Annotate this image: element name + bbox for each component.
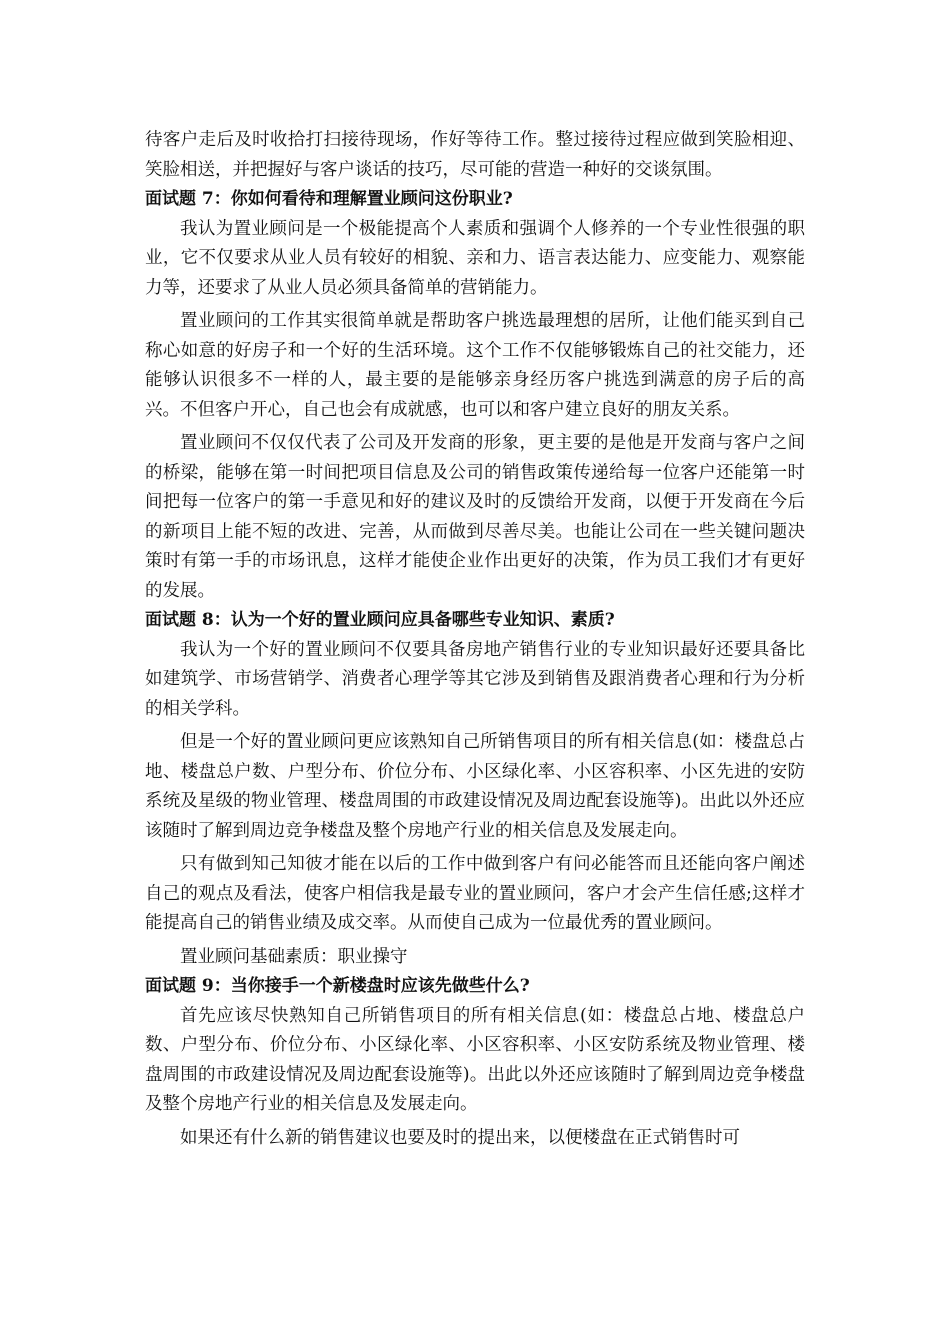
body-paragraph: 置业顾问基础素质：职业操守 <box>180 946 408 967</box>
body-paragraph: 我认为置业顾问是一个极能提高个人素质和强调个人修养的一个专业性很强的职业，它不仅要求从业人员有较好的相貌、亲和力、语言表达能力、应变能力、观察能力等，还要求了从业人员必须具备简单的营销能力。 <box>145 218 805 298</box>
section-heading: 面试题 9：当你接手一个新楼盘时应该先做些什么? <box>145 976 530 996</box>
body-paragraph: 待客户走后及时收拾打扫接待现场，作好等待工作。整过接待过程应做到笑脸相迎、笑脸相送，并把握好与客户谈话的技巧，尽可能的营造一种好的交谈氛围。 <box>145 130 805 180</box>
section-heading: 面试题 7：你如何看待和理解置业顾问这份职业? <box>145 189 513 209</box>
body-paragraph: 只有做到知己知彼才能在以后的工作中做到客户有问必能答而且还能向客户阐述自己的观点及看法，使客户相信我是最专业的置业顾问，客户才会产生信任感;这样才能提高自己的销售业绩及成交率。从而使自己成为一位最优秀的置业顾问。 <box>145 854 805 933</box>
body-paragraph: 我认为一个好的置业顾问不仅要具备房地产销售行业的专业知识最好还要具备比如建筑学、市场营销学、消费者心理学等其它涉及到销售及跟消费者心理和行为分析的相关学科。 <box>145 639 805 719</box>
body-paragraph: 如果还有什么新的销售建议也要及时的提出来，以便楼盘在正式销售时可 <box>180 1127 740 1148</box>
body-paragraph: 首先应该尽快熟知自己所销售项目的所有相关信息(如：楼盘总占地、楼盘总户数、户型分布、价位分布、小区绿化率、小区容积率、小区安防系统及物业管理、楼盘周围的市政建设情况及周边配套设施等)。出此以外还应该随时了解到周边竞争楼盘及整个房地产行业的相关信息及发展走向。 <box>145 1005 805 1114</box>
body-paragraph: 置业顾问的工作其实很简单就是帮助客户挑选最理想的居所，让他们能买到自己称心如意的好房子和一个好的生活环境。这个工作不仅能够锻炼自己的社交能力，还能够认识很多不一样的人，最主要的是能够亲身经历客户挑选到满意的房子后的高兴。不但客户开心，自己也会有成就感，也可以和客户建立良好的朋友关系。 <box>145 311 805 420</box>
section-heading: 面试题 8：认为一个好的置业顾问应具备哪些专业知识、素质? <box>145 610 615 630</box>
body-paragraph: 但是一个好的置业顾问更应该熟知自己所销售项目的所有相关信息(如：楼盘总占地、楼盘总户数、户型分布、价位分布、小区绿化率、小区容积率、小区先进的安防系统及星级的物业管理、楼盘周围的市政建设情况及周边配套设施等)。出此以外还应该随时了解到周边竞争楼盘及整个房地产行业的相关信息及发展走向。 <box>145 732 805 841</box>
document-page <box>145 126 805 1153</box>
body-paragraph: 置业顾问不仅仅代表了公司及开发商的形象，更主要的是他是开发商与客户之间的桥梁，能够在第一时间把项目信息及公司的销售政策传递给每一位客户还能第一时间把每一位客户的第一手意见和好的建议及时的反馈给开发商，以便于开发商在今后的新项目上能不短的改进、完善，从而做到尽善尽美。也能让公司在一些关键问题决策时有第一手的市场讯息，这样才能使企业作出更好的决策，作为员工我们才有更好的发展。 <box>145 433 805 601</box>
